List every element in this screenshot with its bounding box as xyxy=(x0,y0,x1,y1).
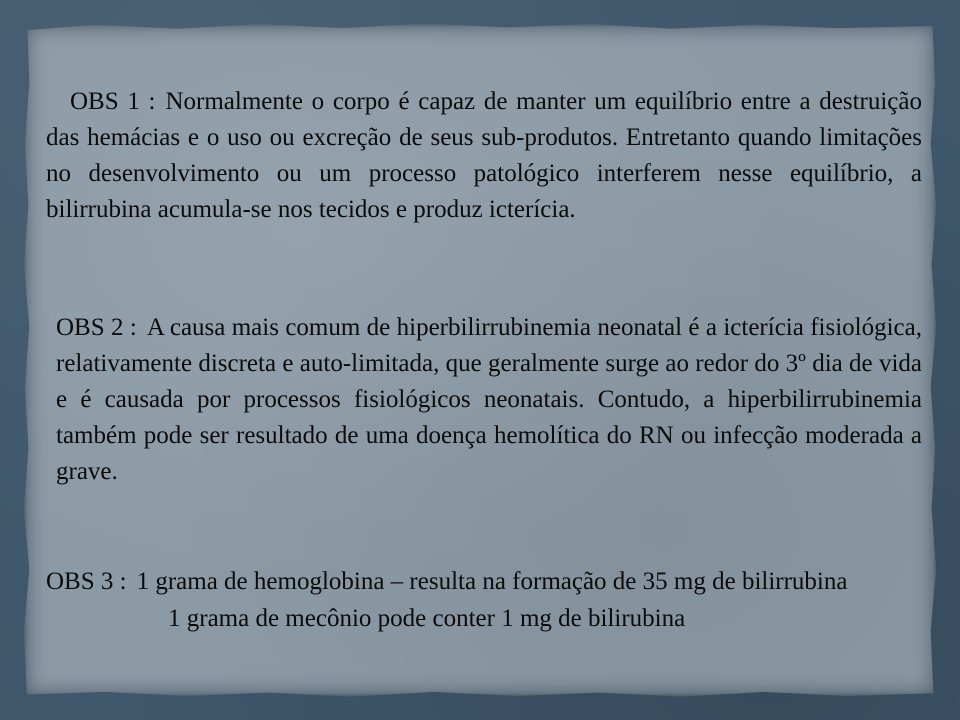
obs-1-text: Normalmente o corpo é capaz de manter um equilíbrio entre a destruição das hemácias e o uso ou excreção de seus sub-produtos. Entretanto quando limitações no desenvolvimento ou um processo patológico interferem nesse equilíbrio, a bilirrubina acumula-se nos tecidos e produz icterícia. xyxy=(46,88,922,223)
obs-2-text: A causa mais comum de hiperbilirrubinemia neonatal é a icterícia fisiológica, relativamente discreta e auto-limitada, que geralmente surge ao redor do 3º dia de vida e é causada por processos fisiológicos neonatais. Contudo, a hiperbilirrubinemia também pode ser resultado de uma doença hemolítica do RN ou infecção moderada a grave. xyxy=(56,314,922,485)
obs-3-line-2: 1 grama de mecônio pode conter 1 mg de bilirubina xyxy=(168,605,686,632)
obs-1-paragraph xyxy=(46,84,922,228)
obs-2-paragraph xyxy=(56,310,922,490)
obs-3-paragraph xyxy=(46,564,922,637)
obs-1-label: OBS 1 : xyxy=(70,88,156,115)
obs-3-label: OBS 3 : xyxy=(46,568,127,595)
obs-2-label: OBS 2 : xyxy=(56,314,137,341)
obs-3-line-1: 1 grama de hemoglobina – resulta na formação de 35 mg de bilirrubina xyxy=(136,568,848,595)
